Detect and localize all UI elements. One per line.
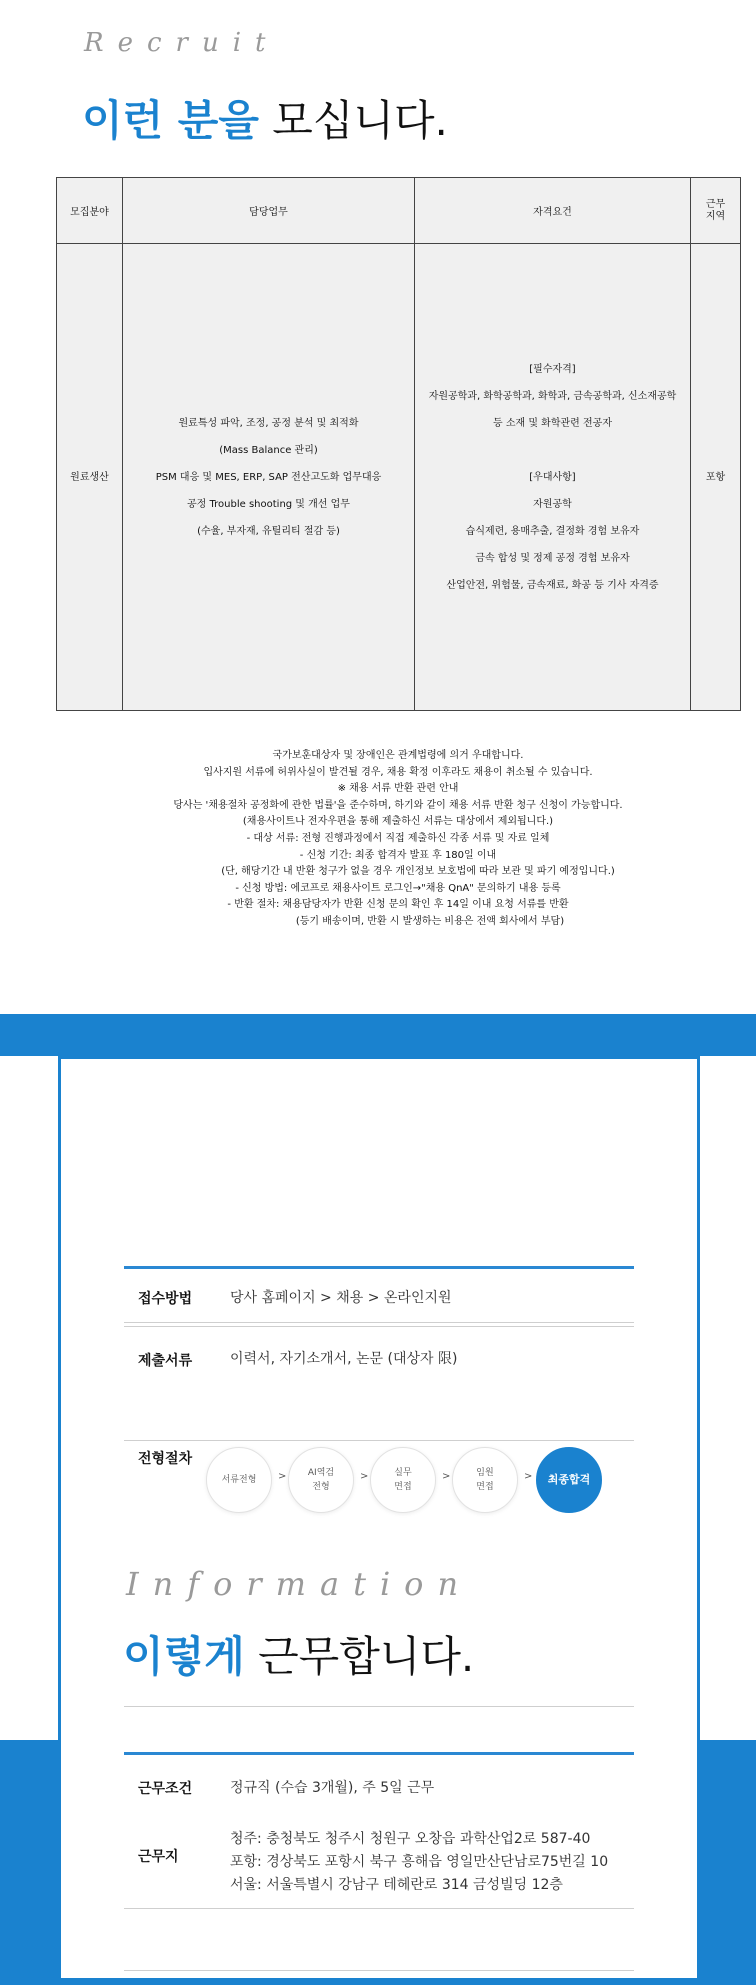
notice-line: - 신청 방법: 에코프로 채용사이트 로그인→"채용 QnA" 문의하기 내용 등록 <box>235 882 561 894</box>
process-step: 임원 면접 <box>452 1447 518 1513</box>
row-divider <box>124 1970 634 1971</box>
workplace-value: 서울: 서울특별시 강남구 테헤란로 314 금성빌딩 12층 <box>230 1877 563 1893</box>
notice-line: 국가보훈대상자 및 장애인은 관계법령에 의거 우대합니다. <box>272 750 524 761</box>
workplace-value: 포항: 경상북도 포항시 북구 흥해읍 영일만산단남로75번길 10 <box>230 1854 609 1870</box>
info-script-title: Information <box>126 1565 473 1603</box>
notice-line: - 신청 기간: 최종 합격자 발표 후 180일 이내 <box>299 849 497 861</box>
work-conditions-label: 근무조건 <box>138 1781 193 1797</box>
recruit-headline-accent: 이런 분을 <box>82 96 259 145</box>
notice-line: (단, 해당기간 내 반환 청구가 없을 경우 개인정보 보호법에 따라 보관 및 파기 예정입니다.) <box>221 866 615 878</box>
step-arrow: > <box>442 1471 451 1482</box>
workplace-row <box>124 1820 634 1910</box>
apply-docs-row <box>124 1326 634 1440</box>
blue-band-top <box>0 1014 756 1056</box>
header-location: 근무 지역 <box>691 178 741 244</box>
info-headline <box>123 1624 474 1684</box>
step-arrow: > <box>360 1471 369 1482</box>
header-duty: 담당업무 <box>123 178 415 244</box>
notice-line: ※ 채용 서류 반환 관련 안내 <box>337 783 459 795</box>
info-divider <box>124 1706 634 1707</box>
recruit-table <box>56 177 741 711</box>
apply-method-row <box>124 1266 634 1322</box>
process-step: 실무 면접 <box>370 1447 436 1513</box>
process-step: 서류전형 <box>206 1447 272 1513</box>
notice-line: (채용사이트나 전자우편을 통해 제출하신 서류는 대상에서 제외됩니다.) <box>242 816 554 828</box>
step-arrow: > <box>278 1471 287 1482</box>
workplace-label: 근무지 <box>138 1849 179 1865</box>
apply-method-label: 접수방법 <box>138 1291 193 1307</box>
info-headline-rest: 근무합니다. <box>244 1632 475 1681</box>
cell-qualification: [필수자격] 자원공학과, 화학공학과, 화학과, 금속공학과, 신소재공학 등 소재 및 화학관련 전공자 [우대사항] 자원공학 습식제련, 용매추출, 결정화 경험 보유자 금속 합성 및 정제 공정 경험 보유자 산업안전, 위험물, 금속재료, 화공 등 기사 자격증 <box>415 244 691 711</box>
table-row <box>57 244 741 711</box>
row-divider <box>124 1322 634 1323</box>
apply-method-value: 당사 홈페이지 > 채용 > 온라인지원 <box>230 1290 452 1306</box>
workplace-value: 청주: 충청북도 청주시 청원구 오창읍 과학산업2로 587-40 <box>230 1831 591 1847</box>
work-conditions-value: 정규직 (수습 3개월), 주 5일 근무 <box>230 1780 435 1796</box>
apply-process-label: 전형절차 <box>138 1451 193 1467</box>
notice-line: 당사는 '채용절차 공정화에 관한 법률'을 준수하며, 하기와 같이 채용 서류 반환 청구 신청이 가능합니다. <box>173 799 623 811</box>
recruit-script-title: Recruit <box>84 28 280 58</box>
process-steps <box>206 1447 626 1515</box>
header-field: 모집분야 <box>57 178 123 244</box>
row-divider <box>124 1908 634 1909</box>
notice-line: - 반환 절차: 채용담당자가 반환 신청 문의 확인 후 14일 이내 요청 서류를 반환 <box>227 899 569 911</box>
cell-field: 원료생산 <box>57 244 123 711</box>
cell-location: 포항 <box>691 244 741 711</box>
table-header-row <box>57 178 741 244</box>
notice-line: 입사지원 서류에 허위사실이 발견될 경우, 채용 확정 이후라도 채용이 취소될 수 있습니다. <box>203 766 593 778</box>
apply-docs-label: 제출서류 <box>138 1353 193 1369</box>
cell-duty: 원료특성 파악, 조정, 공정 분석 및 최적화 (Mass Balance 관리) PSM 대응 및 MES, ERP, SAP 전산고도화 업무대응 공정 Trouble shooting 및 개선 업무 (수율, 부자재, 유틸리티 절감 등) <box>123 244 415 711</box>
step-arrow: > <box>524 1471 533 1482</box>
work-conditions-row <box>124 1752 634 1812</box>
recruit-headline <box>82 88 448 148</box>
notice-line: (등기 배송이며, 반환 시 발생하는 비용은 전액 회사에서 부담) <box>295 915 565 927</box>
info-headline-accent: 이렇게 <box>123 1632 245 1681</box>
notice-block <box>56 748 740 931</box>
process-step: AI역검 전형 <box>288 1447 354 1513</box>
process-step-final: 최종합격 <box>536 1447 602 1513</box>
header-qualification: 자격요건 <box>415 178 691 244</box>
recruit-headline-rest: 모십니다. <box>258 96 448 145</box>
apply-docs-value: 이력서, 자기소개서, 논문 (대상자 限) <box>230 1351 458 1367</box>
notice-line: - 대상 서류: 전형 진행과정에서 직접 제출하신 각종 서류 및 자료 일체 <box>246 832 550 844</box>
